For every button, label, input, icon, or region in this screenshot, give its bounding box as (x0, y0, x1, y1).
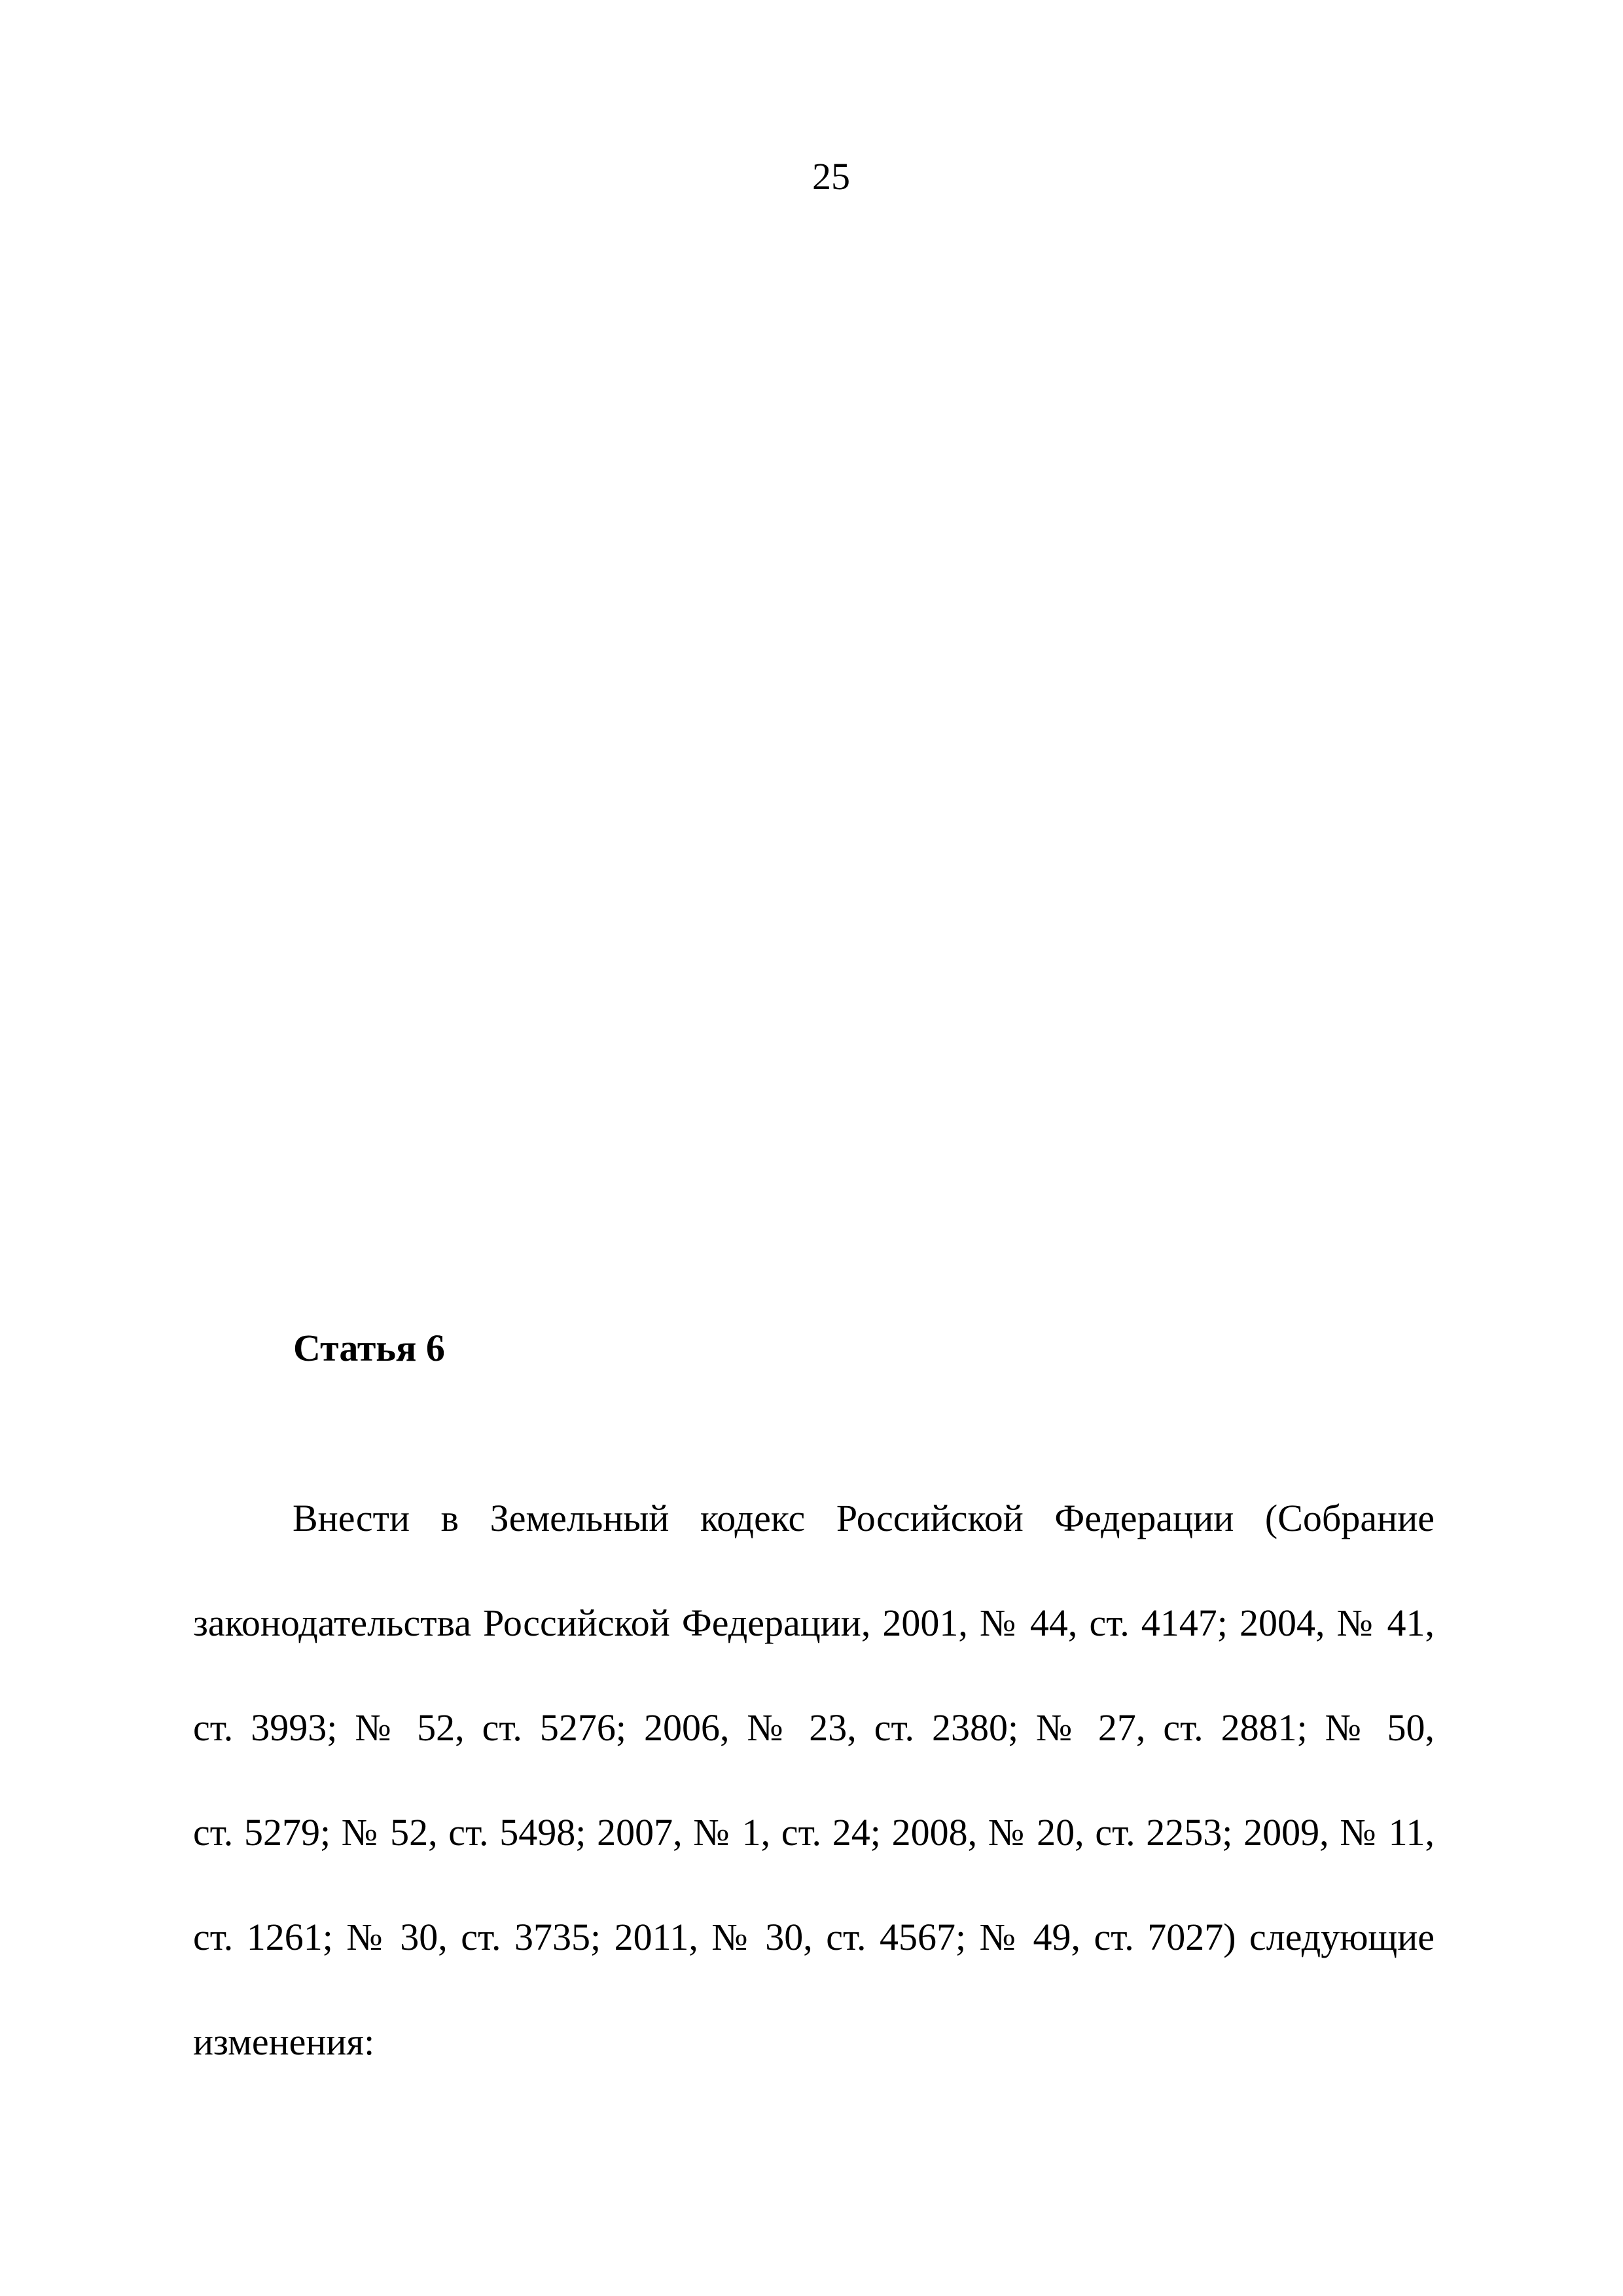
body-line: законодательства Российской Федерации, 2001, № 44, ст. 4147; 2004, № 41, (193, 1602, 1435, 1644)
page-number: 25 (812, 155, 850, 198)
body-line: Внести в Земельный кодекс Российской Федерации (Собрание (293, 1497, 1435, 1539)
article-heading: Статья 6 (293, 1327, 445, 1369)
body-line: ст. 3993; № 52, ст. 5276; 2006, № 23, ст. 2380; № 27, ст. 2881; № 50, (193, 1706, 1435, 1749)
body-line: ст. 1261; № 30, ст. 3735; 2011, № 30, ст. 4567; № 49, ст. 7027) следующие (193, 1916, 1435, 1958)
body-line: ст. 5279; № 52, ст. 5498; 2007, № 1, ст. 24; 2008, № 20, ст. 2253; 2009, № 11, (193, 1811, 1435, 1854)
body-line: изменения: (193, 2020, 375, 2063)
